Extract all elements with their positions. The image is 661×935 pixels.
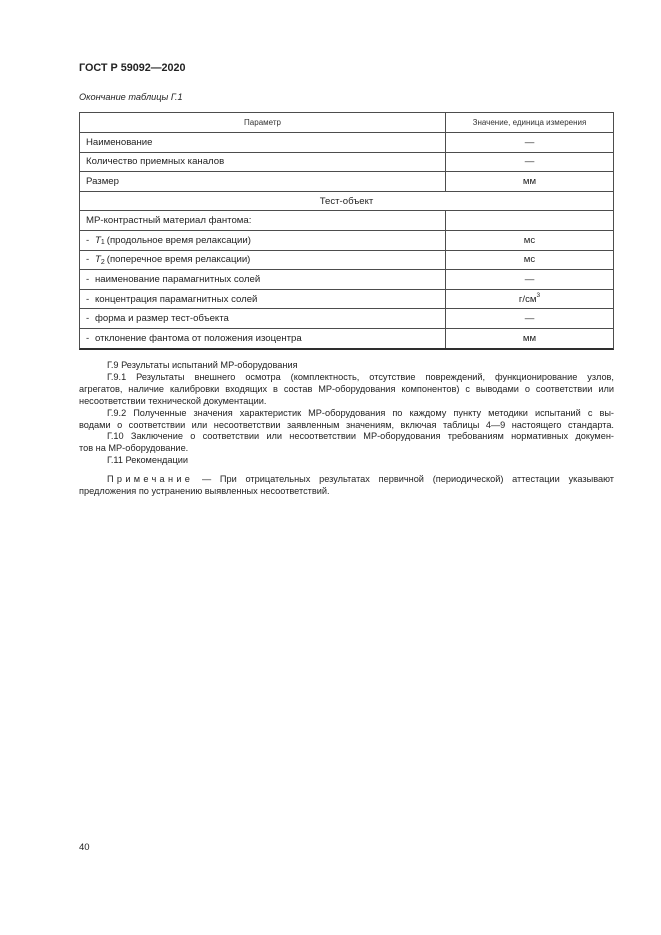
table-row (80, 171, 613, 191)
param-cell: Размер (80, 172, 446, 191)
note-text: — При отрицательных результатах первичной (периодической) аттестации указывают (201, 474, 614, 484)
param-cell (80, 231, 446, 250)
section-g92-line: водами о соответствии или несоответствии заявленным значениям, включая таблицы 4—9 настоящего стандарта. (79, 419, 614, 430)
param-text: концентрация парамагнитных солей (95, 293, 258, 305)
unit-superscript: 3 (536, 291, 541, 299)
section-g9-heading: Г.9 Результаты испытаний МР-оборудования (107, 360, 298, 370)
section-g10-line: тов на МР-оборудование. (79, 443, 189, 454)
value-cell: — (524, 136, 535, 148)
param-text: (продольное время релаксации) (106, 234, 251, 246)
section-g91-line: несоответствии технической документации. (79, 395, 267, 406)
note (79, 474, 614, 498)
table-row (80, 210, 613, 230)
param-text: отклонение фантома от положения изоцентра (95, 332, 302, 344)
table-row (80, 230, 613, 250)
note-line: предложения по устранению выявленных несоответствий. (79, 485, 330, 496)
symbol-subscript: 1 (100, 239, 105, 247)
param-cell (80, 309, 446, 328)
parameters-table (79, 112, 614, 350)
section-g91-line: агрегатов, наличие калибровки входящих в состав МР-оборудования компонентов) с выводами о соответствии или (79, 383, 614, 394)
param-cell (80, 329, 446, 348)
list-dash: - (86, 234, 90, 246)
table-row (80, 269, 613, 289)
standard-designation: ГОСТ Р 59092—2020 (79, 62, 186, 74)
table-caption: Окончание таблицы Г.1 (79, 92, 183, 102)
note-line (79, 474, 614, 486)
value-cell: мс (523, 234, 536, 246)
column-header-parameter: Параметр (80, 113, 446, 132)
symbol-t: T (95, 234, 101, 246)
table-row (80, 289, 613, 309)
param-cell: МР-контрастный материал фантома: (80, 211, 446, 230)
unit-text: г/см (518, 293, 537, 305)
param-cell (80, 270, 446, 289)
table-row (80, 132, 613, 152)
section-g11-heading: Г.11 Рекомендации (107, 455, 189, 466)
note-label: Примечание (107, 474, 194, 484)
list-dash: - (86, 254, 90, 266)
list-dash: - (86, 273, 90, 285)
section-g91-line: Г.9.1 Результаты внешнего осмотра (комплектность, отсутствие повреждений, функционирование узлов, (107, 371, 614, 382)
list-dash: - (86, 332, 90, 344)
section-heading-test-object: Тест-объект (319, 195, 374, 207)
section-g10-line: Г.10 Заключение о соответствии или несоответствии МР-оборудования требованиям нормативных докумен- (107, 431, 614, 442)
list-dash: - (86, 293, 90, 305)
symbol-t: T (95, 254, 101, 266)
column-header-value: Значение, единица измерения (472, 118, 587, 127)
value-cell-empty (446, 211, 613, 230)
param-cell (80, 251, 446, 270)
body-text (79, 360, 614, 467)
table-row (80, 328, 613, 348)
param-cell (80, 290, 446, 309)
value-cell: — (524, 273, 535, 285)
table-header-row (80, 113, 613, 132)
param-cell: Количество приемных каналов (80, 153, 446, 172)
value-cell: мс (523, 254, 536, 266)
page-number: 40 (79, 842, 90, 853)
param-cell: Наименование (80, 133, 446, 152)
param-text: форма и размер тест-объекта (95, 313, 229, 325)
symbol-subscript: 2 (100, 258, 105, 266)
list-dash: - (86, 313, 90, 325)
value-cell: — (524, 156, 535, 168)
param-text: (поперечное время релаксации) (106, 254, 251, 266)
value-cell: мм (522, 332, 537, 344)
table-row (80, 308, 613, 328)
table-section-row (80, 191, 613, 211)
value-cell: — (524, 313, 535, 325)
table-row (80, 152, 613, 172)
section-g92-line: Г.9.2 Полученные значения характеристик МР-оборудования по каждому пункту методики испытаний с вы- (107, 407, 614, 418)
value-cell: мм (522, 175, 537, 187)
table-row (80, 250, 613, 270)
value-cell (446, 290, 613, 309)
param-text: наименование парамагнитных солей (95, 273, 261, 285)
